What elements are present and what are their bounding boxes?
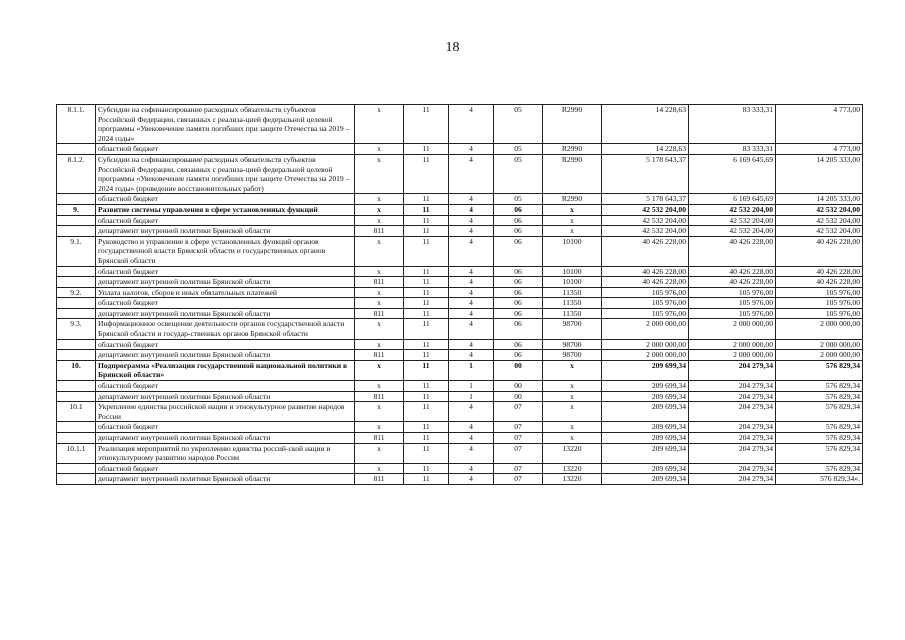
program-code: 11 (404, 266, 449, 277)
subprogram-code: 1 (449, 391, 494, 402)
expense-code: 13220 (543, 443, 602, 463)
table-row (57, 319, 863, 339)
table-row (57, 474, 863, 485)
amount-year-2: 83 333,31 (689, 144, 776, 155)
row-name: департамент внутренней политики Брянской области (96, 474, 355, 485)
table-row (57, 360, 863, 380)
row-number (57, 433, 96, 444)
amount-year-1: 5 178 643,37 (602, 194, 689, 205)
program-code: 11 (404, 287, 449, 298)
row-number: 10.1 (57, 402, 96, 422)
grbs-code: 811 (355, 474, 404, 485)
amount-year-3: 2 000 000,00 (776, 319, 863, 339)
measure-code: 05 (494, 154, 543, 193)
amount-year-1: 40 426 228,00 (602, 236, 689, 266)
row-number (57, 474, 96, 485)
row-name: областной бюджет (96, 144, 355, 155)
expense-code: x (543, 381, 602, 392)
expense-code: x (543, 360, 602, 380)
row-name: департамент внутренней политики Брянской области (96, 350, 355, 361)
subprogram-code: 4 (449, 474, 494, 485)
row-number (57, 308, 96, 319)
measure-code: 07 (494, 474, 543, 485)
amount-year-1: 209 699,34 (602, 433, 689, 444)
table-row (57, 287, 863, 298)
amount-year-2: 6 169 645,69 (689, 194, 776, 205)
row-number (57, 144, 96, 155)
amount-year-3: 40 426 228,00 (776, 266, 863, 277)
amount-year-1: 2 000 000,00 (602, 339, 689, 350)
amount-year-2: 2 000 000,00 (689, 350, 776, 361)
row-number: 8.1.2. (57, 154, 96, 193)
amount-year-1: 40 426 228,00 (602, 266, 689, 277)
measure-code: 07 (494, 443, 543, 463)
measure-code: 07 (494, 402, 543, 422)
subprogram-code: 4 (449, 339, 494, 350)
program-code: 11 (404, 391, 449, 402)
grbs-code: x (355, 298, 404, 309)
amount-year-1: 209 699,34 (602, 360, 689, 380)
amount-year-1: 2 000 000,00 (602, 350, 689, 361)
amount-year-2: 204 279,34 (689, 381, 776, 392)
amount-year-3: 2 000 000,00 (776, 350, 863, 361)
subprogram-code: 4 (449, 226, 494, 237)
budget-table (56, 104, 863, 485)
amount-year-2: 204 279,34 (689, 474, 776, 485)
amount-year-1: 209 699,34 (602, 422, 689, 433)
program-code: 11 (404, 236, 449, 266)
row-number (57, 391, 96, 402)
table-row (57, 154, 863, 193)
row-number: 9. (57, 204, 96, 215)
row-number: 9.3. (57, 319, 96, 339)
program-code: 11 (404, 422, 449, 433)
table-row (57, 463, 863, 474)
table-row (57, 266, 863, 277)
amount-year-3: 40 426 228,00 (776, 277, 863, 288)
amount-year-3: 576 829,34 (776, 360, 863, 380)
amount-year-1: 209 699,34 (602, 402, 689, 422)
row-name: областной бюджет (96, 339, 355, 350)
measure-code: 06 (494, 308, 543, 319)
table-row (57, 194, 863, 205)
amount-year-1: 5 178 643,37 (602, 154, 689, 193)
expense-code: 10100 (543, 277, 602, 288)
table-row (57, 381, 863, 392)
subprogram-code: 4 (449, 194, 494, 205)
row-name: Руководство и управление в сфере установленных функций органов государственной власти Брянской области и государственных органов Брянской области (96, 236, 355, 266)
subprogram-code: 4 (449, 298, 494, 309)
grbs-code: x (355, 105, 404, 144)
expense-code: x (543, 433, 602, 444)
row-number (57, 194, 96, 205)
amount-year-1: 209 699,34 (602, 443, 689, 463)
amount-year-3: 576 829,34 (776, 422, 863, 433)
row-name: департамент внутренней политики Брянской области (96, 433, 355, 444)
grbs-code: 811 (355, 277, 404, 288)
amount-year-1: 105 976,00 (602, 287, 689, 298)
amount-year-1: 14 228,63 (602, 105, 689, 144)
table-row (57, 236, 863, 266)
expense-code: 98700 (543, 350, 602, 361)
measure-code: 05 (494, 144, 543, 155)
row-name: Укрепление единства российской нации и этнокультурное развитие народов России (96, 402, 355, 422)
row-number (57, 298, 96, 309)
subprogram-code: 4 (449, 402, 494, 422)
table-row (57, 215, 863, 226)
expense-code: R2990 (543, 194, 602, 205)
expense-code: 98700 (543, 319, 602, 339)
amount-year-2: 40 426 228,00 (689, 236, 776, 266)
subprogram-code: 4 (449, 277, 494, 288)
measure-code: 06 (494, 226, 543, 237)
amount-year-3: 42 532 204,00 (776, 226, 863, 237)
amount-year-1: 42 532 204,00 (602, 215, 689, 226)
row-name: Субсидии на софинансирование расходных обязательств субъектов Российской Федерации, связанных с реализа-цией федеральной целевой программы «Увековечение памяти погибших при защите Отечества на 2019 – 2024 годы» (96, 105, 355, 144)
table-row (57, 402, 863, 422)
amount-year-3: 14 205 333,00 (776, 194, 863, 205)
row-number: 8.1.1. (57, 105, 96, 144)
amount-year-2: 2 000 000,00 (689, 339, 776, 350)
grbs-code: x (355, 339, 404, 350)
row-number (57, 226, 96, 237)
measure-code: 06 (494, 319, 543, 339)
amount-year-2: 204 279,34 (689, 360, 776, 380)
grbs-code: x (355, 236, 404, 266)
table-row (57, 226, 863, 237)
program-code: 11 (404, 308, 449, 319)
subprogram-code: 4 (449, 422, 494, 433)
row-name: областной бюджет (96, 215, 355, 226)
measure-code: 07 (494, 433, 543, 444)
subprogram-code: 4 (449, 350, 494, 361)
expense-code: R2990 (543, 105, 602, 144)
grbs-code: x (355, 266, 404, 277)
subprogram-code: 4 (449, 463, 494, 474)
subprogram-code: 4 (449, 144, 494, 155)
program-code: 11 (404, 298, 449, 309)
amount-year-2: 40 426 228,00 (689, 277, 776, 288)
subprogram-code: 4 (449, 433, 494, 444)
row-name: департамент внутренней политики Брянской области (96, 226, 355, 237)
amount-year-2: 40 426 228,00 (689, 266, 776, 277)
grbs-code: x (355, 422, 404, 433)
subprogram-code: 1 (449, 381, 494, 392)
expense-code: 11350 (543, 298, 602, 309)
program-code: 11 (404, 154, 449, 193)
amount-year-2: 204 279,34 (689, 433, 776, 444)
subprogram-code: 1 (449, 360, 494, 380)
program-code: 11 (404, 339, 449, 350)
grbs-code: x (355, 154, 404, 193)
amount-year-1: 14 228,63 (602, 144, 689, 155)
grbs-code: x (355, 360, 404, 380)
amount-year-3: 576 829,34 (776, 402, 863, 422)
amount-year-3: 4 773,00 (776, 144, 863, 155)
row-name: областной бюджет (96, 422, 355, 433)
table-row (57, 422, 863, 433)
table-row (57, 391, 863, 402)
amount-year-3: 576 829,34 (776, 381, 863, 392)
program-code: 11 (404, 474, 449, 485)
table-row (57, 339, 863, 350)
measure-code: 07 (494, 422, 543, 433)
row-number (57, 422, 96, 433)
program-code: 11 (404, 204, 449, 215)
expense-code: 98700 (543, 339, 602, 350)
row-name: Развитие системы управления в сфере установленных функций (96, 204, 355, 215)
program-code: 11 (404, 463, 449, 474)
row-number: 9.1. (57, 236, 96, 266)
row-name: областной бюджет (96, 194, 355, 205)
amount-year-2: 6 169 645,69 (689, 154, 776, 193)
amount-year-3: 105 976,00 (776, 287, 863, 298)
measure-code: 07 (494, 463, 543, 474)
page-number: 18 (445, 40, 460, 55)
grbs-code: x (355, 319, 404, 339)
program-code: 11 (404, 443, 449, 463)
table-row (57, 277, 863, 288)
amount-year-3: 576 829,34 (776, 391, 863, 402)
grbs-code: x (355, 287, 404, 298)
grbs-code: x (355, 443, 404, 463)
grbs-code: x (355, 144, 404, 155)
program-code: 11 (404, 433, 449, 444)
expense-code: x (543, 204, 602, 215)
program-code: 11 (404, 277, 449, 288)
subprogram-code: 4 (449, 215, 494, 226)
budget-table-body (57, 105, 863, 485)
row-name: областной бюджет (96, 463, 355, 474)
subprogram-code: 4 (449, 204, 494, 215)
table-row (57, 204, 863, 215)
expense-code: 10100 (543, 266, 602, 277)
row-number (57, 339, 96, 350)
expense-code: 11350 (543, 308, 602, 319)
measure-code: 06 (494, 287, 543, 298)
table-row (57, 443, 863, 463)
measure-code: 05 (494, 105, 543, 144)
amount-year-3: 576 829,34 (776, 443, 863, 463)
amount-year-3: 42 532 204,00 (776, 215, 863, 226)
amount-year-3: 576 829,34 (776, 463, 863, 474)
subprogram-code: 4 (449, 154, 494, 193)
table-row (57, 308, 863, 319)
expense-code: 13220 (543, 474, 602, 485)
row-name: департамент внутренней политики Брянской области (96, 277, 355, 288)
measure-code: 06 (494, 339, 543, 350)
expense-code: x (543, 402, 602, 422)
row-number: 10.1.1 (57, 443, 96, 463)
subprogram-code: 4 (449, 266, 494, 277)
amount-year-1: 105 976,00 (602, 298, 689, 309)
measure-code: 06 (494, 236, 543, 266)
amount-year-1: 2 000 000,00 (602, 319, 689, 339)
amount-year-1: 42 532 204,00 (602, 226, 689, 237)
amount-year-2: 204 279,34 (689, 422, 776, 433)
row-name: Подпрограмма «Реализация государственной национальной политики в Брянской области» (96, 360, 355, 380)
grbs-code: x (355, 194, 404, 205)
program-code: 11 (404, 105, 449, 144)
table-row (57, 433, 863, 444)
program-code: 11 (404, 226, 449, 237)
table-row (57, 105, 863, 144)
amount-year-2: 204 279,34 (689, 391, 776, 402)
row-name: департамент внутренней политики Брянской области (96, 308, 355, 319)
amount-year-3: 2 000 000,00 (776, 339, 863, 350)
expense-code: 11350 (543, 287, 602, 298)
amount-year-2: 105 976,00 (689, 298, 776, 309)
program-code: 11 (404, 402, 449, 422)
program-code: 11 (404, 215, 449, 226)
amount-year-2: 2 000 000,00 (689, 319, 776, 339)
measure-code: 00 (494, 391, 543, 402)
grbs-code: x (355, 463, 404, 474)
subprogram-code: 4 (449, 105, 494, 144)
amount-year-2: 105 976,00 (689, 308, 776, 319)
amount-year-2: 42 532 204,00 (689, 226, 776, 237)
amount-year-1: 40 426 228,00 (602, 277, 689, 288)
grbs-code: x (355, 204, 404, 215)
row-number (57, 463, 96, 474)
row-number (57, 381, 96, 392)
amount-year-3: 105 976,00 (776, 298, 863, 309)
amount-year-3: 576 829,34 (776, 433, 863, 444)
subprogram-code: 4 (449, 287, 494, 298)
row-name: Информационное освещение деятельности органов государственной власти Брянской области и государ-ственных органов Брянской области (96, 319, 355, 339)
measure-code: 06 (494, 204, 543, 215)
amount-year-2: 204 279,34 (689, 463, 776, 474)
expense-code: R2990 (543, 154, 602, 193)
grbs-code: x (355, 381, 404, 392)
expense-code: x (543, 391, 602, 402)
grbs-code: 811 (355, 308, 404, 319)
amount-year-1: 42 532 204,00 (602, 204, 689, 215)
table-row (57, 350, 863, 361)
program-code: 11 (404, 194, 449, 205)
amount-year-2: 42 532 204,00 (689, 204, 776, 215)
row-name: Субсидии на софинансирование расходных обязательств субъектов Российской Федерации, связанных с реализа-цией федеральной целевой программы «Увековечение памяти погибших при защите Отечества на 2019 – 2024 годы» (проведение восстановительных работ) (96, 154, 355, 193)
grbs-code: 811 (355, 350, 404, 361)
program-code: 11 (404, 350, 449, 361)
program-code: 11 (404, 381, 449, 392)
amount-year-1: 209 699,34 (602, 474, 689, 485)
row-number: 10. (57, 360, 96, 380)
row-number: 9.2. (57, 287, 96, 298)
measure-code: 06 (494, 350, 543, 361)
measure-code: 06 (494, 215, 543, 226)
expense-code: x (543, 422, 602, 433)
measure-code: 00 (494, 381, 543, 392)
row-name: областной бюджет (96, 381, 355, 392)
subprogram-code: 4 (449, 443, 494, 463)
amount-year-3: 576 829,34». (776, 474, 863, 485)
amount-year-3: 40 426 228,00 (776, 236, 863, 266)
program-code: 11 (404, 319, 449, 339)
table-row (57, 298, 863, 309)
amount-year-1: 209 699,34 (602, 391, 689, 402)
row-name: Реализация мероприятий по укреплению единства россий-ской нации и этнокультурному развитию народов России (96, 443, 355, 463)
amount-year-2: 204 279,34 (689, 402, 776, 422)
subprogram-code: 4 (449, 236, 494, 266)
amount-year-1: 209 699,34 (602, 381, 689, 392)
row-name: Уплата налогов, сборов и иных обязательных платежей (96, 287, 355, 298)
amount-year-2: 83 333,31 (689, 105, 776, 144)
row-name: областной бюджет (96, 266, 355, 277)
amount-year-3: 14 205 333,00 (776, 154, 863, 193)
measure-code: 00 (494, 360, 543, 380)
grbs-code: 811 (355, 433, 404, 444)
row-name: департамент внутренней политики Брянской области (96, 391, 355, 402)
subprogram-code: 4 (449, 308, 494, 319)
amount-year-3: 42 532 204,00 (776, 204, 863, 215)
amount-year-3: 4 773,00 (776, 105, 863, 144)
amount-year-1: 105 976,00 (602, 308, 689, 319)
measure-code: 06 (494, 277, 543, 288)
subprogram-code: 4 (449, 319, 494, 339)
amount-year-3: 105 976,00 (776, 308, 863, 319)
grbs-code: x (355, 215, 404, 226)
measure-code: 06 (494, 298, 543, 309)
measure-code: 06 (494, 266, 543, 277)
expense-code: 13220 (543, 463, 602, 474)
table-row (57, 144, 863, 155)
row-name: областной бюджет (96, 298, 355, 309)
expense-code: x (543, 226, 602, 237)
expense-code: x (543, 215, 602, 226)
amount-year-1: 209 699,34 (602, 463, 689, 474)
amount-year-2: 204 279,34 (689, 443, 776, 463)
program-code: 11 (404, 144, 449, 155)
grbs-code: x (355, 402, 404, 422)
row-number (57, 266, 96, 277)
measure-code: 05 (494, 194, 543, 205)
row-number (57, 277, 96, 288)
grbs-code: 811 (355, 226, 404, 237)
row-number (57, 350, 96, 361)
program-code: 11 (404, 360, 449, 380)
amount-year-2: 42 532 204,00 (689, 215, 776, 226)
expense-code: 10100 (543, 236, 602, 266)
expense-code: R2990 (543, 144, 602, 155)
grbs-code: 811 (355, 391, 404, 402)
amount-year-2: 105 976,00 (689, 287, 776, 298)
row-number (57, 215, 96, 226)
